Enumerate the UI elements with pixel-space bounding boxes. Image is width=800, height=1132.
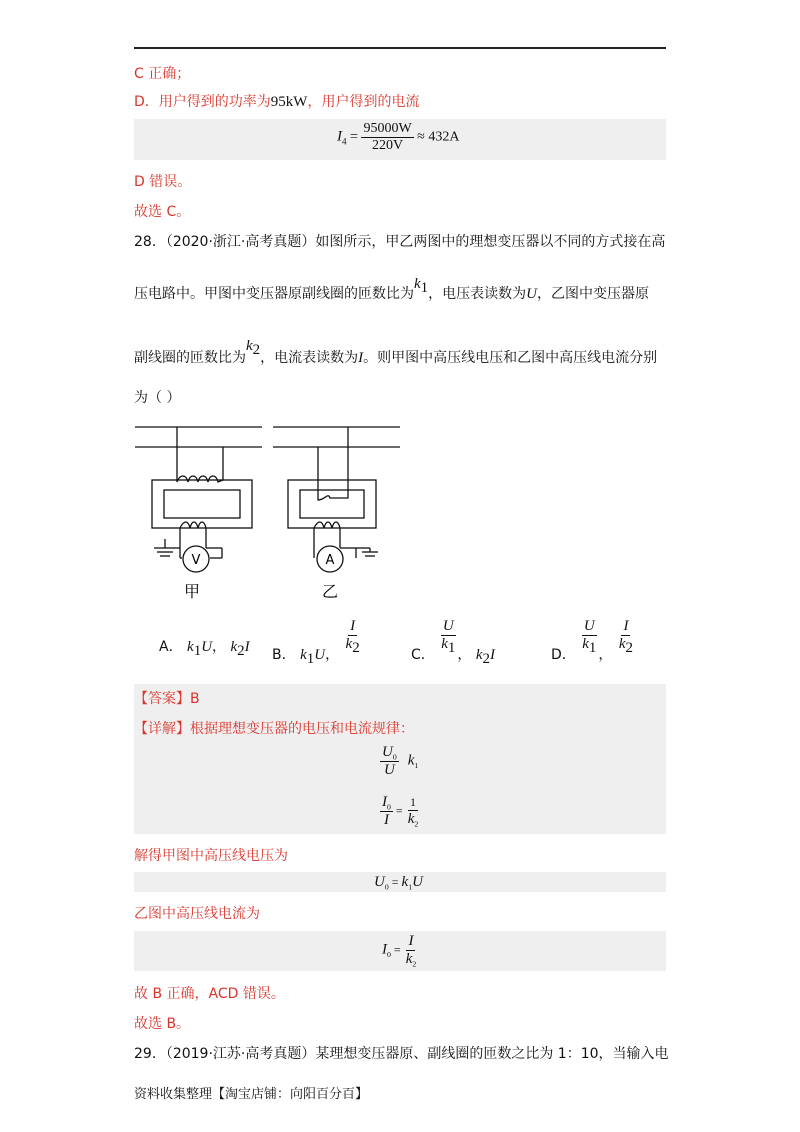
ammeter-label: A xyxy=(325,553,335,568)
figure-label-jia: 甲 xyxy=(183,582,201,601)
q28-line2: 压电路中。甲图中变压器原副线圈的匝数比为$k_1$，电压表读数为U，乙图中变压器原 xyxy=(134,276,650,302)
c-correct-text: C 正确； xyxy=(134,66,191,82)
equation-i4: $I_4$ = $\frac{95000W}{220V}$ ≈ 432A xyxy=(337,121,460,153)
voltmeter-label: V xyxy=(191,553,201,568)
q29-line1: 29．（2019·江苏·高考真题）某理想变压器原、副线圈的匝数之比为 1：10，当输入电 xyxy=(134,1046,669,1062)
header-rule xyxy=(134,47,666,49)
q28-line4: 为（ ） xyxy=(134,390,181,406)
equation-i0: $I_0$ = $\frac{I}{k_2}$ xyxy=(382,933,417,969)
equation-box-i0 xyxy=(134,931,666,971)
option-d[interactable]: D． $\frac{U}{k_1}$ ， $\frac{I}{k_2}$ xyxy=(551,618,634,664)
equation-u0: $U_0 = k_1U$ xyxy=(374,874,423,892)
resolve-current-text: 乙图中高压线电流为 xyxy=(134,906,260,922)
transformer-figure xyxy=(130,420,420,610)
equation-box-current xyxy=(134,119,666,160)
ratio-voltage-eq: $\frac{U_0}{U}$ $k_1$ xyxy=(382,744,419,779)
footer-text: 资料收集整理【淘宝店铺：向阳百分百】 xyxy=(134,1087,369,1102)
figure-label-yi: 乙 xyxy=(321,582,339,601)
d-wrong-text: D 错误。 xyxy=(134,174,192,190)
option-c[interactable]: C． $\frac{U}{k_1}$ ， $k_2I$ xyxy=(411,618,496,668)
choose-b-text: 故选 B。 xyxy=(134,1016,191,1032)
option-a[interactable]: A． $k_1U$， $k_2I$ xyxy=(159,639,250,659)
b-correct-text: 故 B 正确，ACD 错误。 xyxy=(134,986,285,1002)
q28-line3: 副线圈的匝数比为$k_2$，电流表读数为I。则甲图中高压线电压和乙图中高压线电流分别 xyxy=(134,338,658,366)
ratio-current-eq: $\frac{I_0}{I}$ = $\frac{1}{k_2}$ xyxy=(382,794,419,829)
detail-label: 【详解】根据理想变压器的电压和电流规律： xyxy=(134,721,414,737)
answer-label: 【答案】B xyxy=(134,691,200,707)
resolve-voltage-text: 解得甲图中高压线电压为 xyxy=(134,848,288,864)
option-b[interactable]: B． $k_1U$， $\frac{I}{k_2}$ xyxy=(272,618,360,668)
d-statement: D．用户得到的功率为95kW，用户得到的电流 xyxy=(134,94,420,110)
q28-line1: 28．（2020·浙江·高考真题）如图所示，甲乙两图中的理想变压器以不同的方式接在高 xyxy=(134,234,666,250)
choose-c-text: 故选 C。 xyxy=(134,204,191,220)
answer-box xyxy=(134,684,666,834)
equation-box-u0 xyxy=(134,872,666,892)
